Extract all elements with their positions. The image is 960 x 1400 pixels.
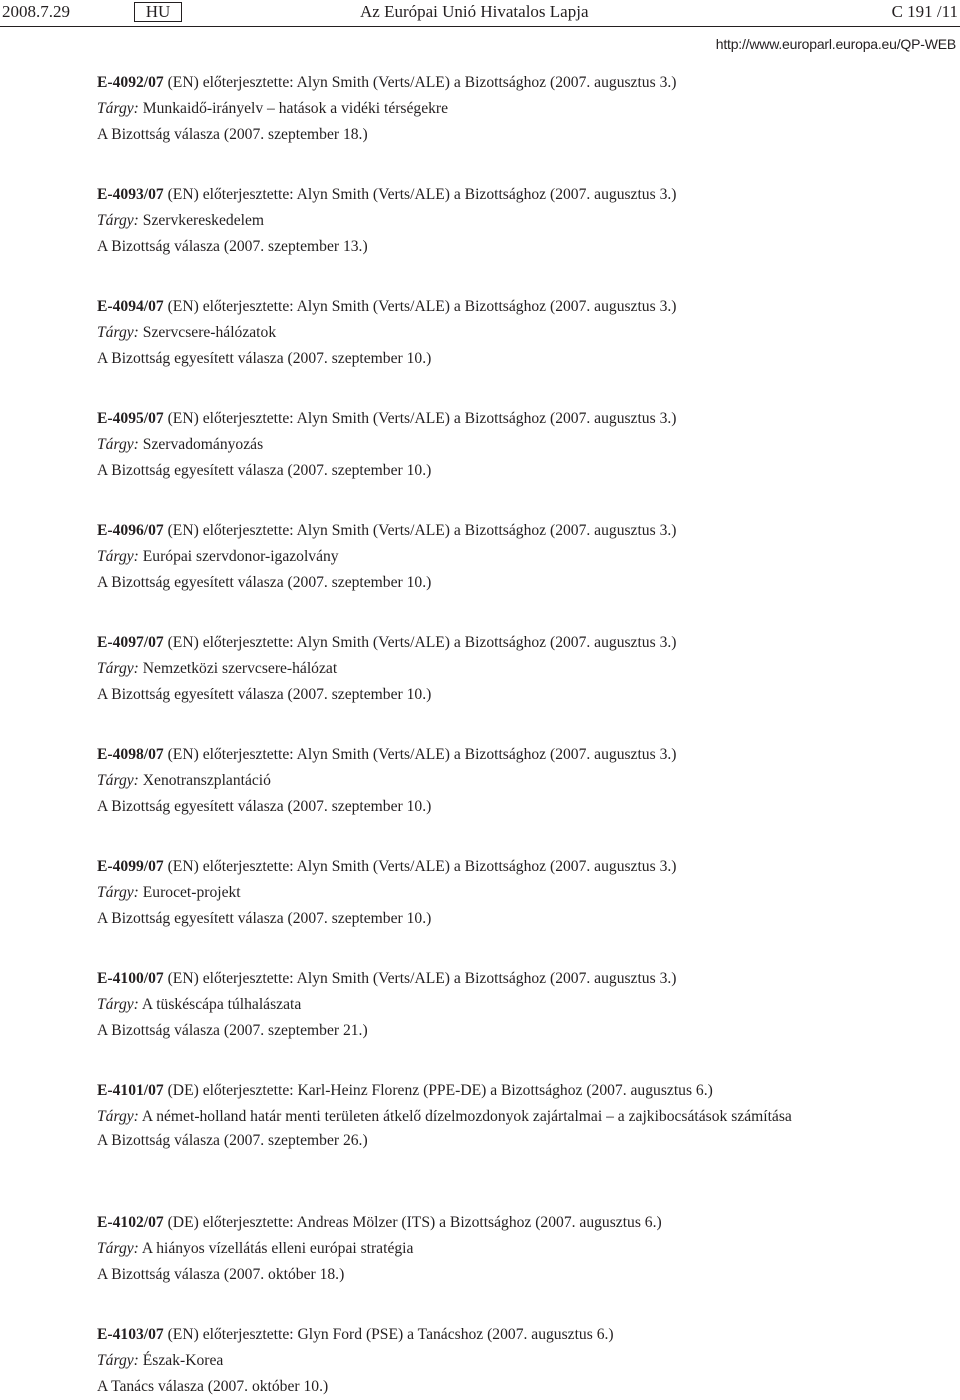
question-meta: (EN) előterjesztette: Alyn Smith (Verts/ALE) a Bizottsághoz (2007. augusztus 3.) xyxy=(163,746,677,763)
question-subject xyxy=(97,1236,837,1262)
subject-text: Eurocet-projekt xyxy=(138,884,241,901)
answer-line: A Bizottság válasza (2007. október 18.) xyxy=(97,1266,345,1283)
question-entry xyxy=(97,854,837,932)
page-header xyxy=(0,0,960,28)
subject-label: Tárgy: xyxy=(97,100,139,117)
subject-text: A tüskéscápa túlhalászata xyxy=(138,996,302,1013)
subject-label: Tárgy: xyxy=(97,772,139,789)
journal-title: Az Európai Unió Hivatalos Lapja xyxy=(360,2,589,21)
subject-text: Szervkereskedelem xyxy=(138,212,264,229)
subject-text: Észak-Korea xyxy=(138,1352,224,1369)
question-number: E-4100/07 xyxy=(97,970,164,987)
source-url: http://www.europarl.europa.eu/QP-WEB xyxy=(715,36,956,52)
answer-line: A Bizottság egyesített válasza (2007. szeptember 10.) xyxy=(97,798,432,815)
header-rule xyxy=(0,26,960,27)
question-number: E-4099/07 xyxy=(97,858,164,875)
question-entry xyxy=(97,1078,837,1154)
question-entry xyxy=(97,630,837,708)
question-subject xyxy=(97,432,837,458)
publication-date: 2008.7.29 xyxy=(2,2,70,21)
question-heading xyxy=(97,966,837,992)
subject-label: Tárgy: xyxy=(97,324,139,341)
question-entry xyxy=(97,518,837,596)
question-number: E-4094/07 xyxy=(97,298,164,315)
subject-label: Tárgy: xyxy=(97,1108,139,1125)
question-subject xyxy=(97,992,837,1018)
question-heading xyxy=(97,1078,837,1104)
answer-line: A Bizottság egyesített válasza (2007. szeptember 10.) xyxy=(97,574,432,591)
question-heading xyxy=(97,294,837,320)
question-number: E-4092/07 xyxy=(97,74,164,91)
question-meta: (EN) előterjesztette: Alyn Smith (Verts/ALE) a Bizottsághoz (2007. augusztus 3.) xyxy=(163,186,677,203)
question-meta: (EN) előterjesztette: Alyn Smith (Verts/ALE) a Bizottsághoz (2007. augusztus 3.) xyxy=(163,970,677,987)
question-entry xyxy=(97,182,837,260)
subject-text: Nemzetközi szervcsere-hálózat xyxy=(138,660,338,677)
answer-line: A Bizottság válasza (2007. szeptember 26.) xyxy=(97,1132,368,1149)
subject-label: Tárgy: xyxy=(97,1352,139,1369)
subject-label: Tárgy: xyxy=(97,548,139,565)
question-entry xyxy=(97,406,837,484)
question-subject xyxy=(97,1104,837,1128)
question-number: E-4097/07 xyxy=(97,634,164,651)
question-number: E-4098/07 xyxy=(97,746,164,763)
subject-text: Munkaidő-irányelv – hatások a vidéki térségekre xyxy=(138,100,449,117)
answer-line: A Tanács válasza (2007. október 10.) xyxy=(97,1378,329,1395)
answer-line: A Bizottság egyesített válasza (2007. szeptember 10.) xyxy=(97,686,432,703)
question-subject xyxy=(97,656,837,682)
answer-line: A Bizottság egyesített válasza (2007. szeptember 10.) xyxy=(97,910,432,927)
question-heading xyxy=(97,70,837,96)
question-meta: (DE) előterjesztette: Karl-Heinz Florenz (PPE-DE) a Bizottsághoz (2007. augusztus 6.) xyxy=(163,1082,713,1099)
subject-label: Tárgy: xyxy=(97,660,139,677)
question-meta: (EN) előterjesztette: Alyn Smith (Verts/ALE) a Bizottsághoz (2007. augusztus 3.) xyxy=(163,634,677,651)
question-number: E-4102/07 xyxy=(97,1214,164,1231)
question-number: E-4096/07 xyxy=(97,522,164,539)
page-reference: C 191 /11 xyxy=(891,2,958,21)
answer-line: A Bizottság egyesített válasza (2007. szeptember 10.) xyxy=(97,462,432,479)
question-subject xyxy=(97,208,837,234)
subject-text: A hiányos vízellátás elleni európai stratégia xyxy=(138,1240,414,1257)
subject-label: Tárgy: xyxy=(97,884,139,901)
question-meta: (EN) előterjesztette: Alyn Smith (Verts/ALE) a Bizottsághoz (2007. augusztus 3.) xyxy=(163,858,677,875)
question-meta: (EN) előterjesztette: Alyn Smith (Verts/ALE) a Bizottsághoz (2007. augusztus 3.) xyxy=(163,410,677,427)
question-heading xyxy=(97,1210,837,1236)
question-heading xyxy=(97,1322,837,1348)
question-entry xyxy=(97,294,837,372)
subject-text: A német-holland határ menti területen átkelő dízelmozdonyok zajártalmai – a zajkibocsátások számítása xyxy=(138,1108,792,1125)
question-number: E-4101/07 xyxy=(97,1082,164,1099)
question-subject xyxy=(97,96,837,122)
question-subject xyxy=(97,768,837,794)
question-meta: (EN) előterjesztette: Alyn Smith (Verts/ALE) a Bizottsághoz (2007. augusztus 3.) xyxy=(163,74,677,91)
answer-line: A Bizottság válasza (2007. szeptember 18.) xyxy=(97,126,368,143)
question-subject xyxy=(97,880,837,906)
subject-text: Szervcsere-hálózatok xyxy=(138,324,277,341)
subject-label: Tárgy: xyxy=(97,996,139,1013)
question-heading xyxy=(97,742,837,768)
question-meta: (DE) előterjesztette: Andreas Mölzer (ITS) a Bizottsághoz (2007. augusztus 6.) xyxy=(163,1214,662,1231)
subject-label: Tárgy: xyxy=(97,212,139,229)
question-entry xyxy=(97,1210,837,1288)
question-meta: (EN) előterjesztette: Glyn Ford (PSE) a Tanácshoz (2007. augusztus 6.) xyxy=(163,1326,614,1343)
question-number: E-4093/07 xyxy=(97,186,164,203)
language-badge: HU xyxy=(134,2,182,22)
answer-line: A Bizottság válasza (2007. szeptember 21.) xyxy=(97,1022,368,1039)
question-subject xyxy=(97,544,837,570)
question-heading xyxy=(97,406,837,432)
question-number: E-4103/07 xyxy=(97,1326,164,1343)
answer-line: A Bizottság egyesített válasza (2007. szeptember 10.) xyxy=(97,350,432,367)
subject-label: Tárgy: xyxy=(97,436,139,453)
question-heading xyxy=(97,518,837,544)
subject-text: Xenotranszplantáció xyxy=(138,772,271,789)
question-entry xyxy=(97,966,837,1044)
question-subject xyxy=(97,320,837,346)
question-number: E-4095/07 xyxy=(97,410,164,427)
subject-text: Európai szervdonor-igazolvány xyxy=(138,548,339,565)
question-heading xyxy=(97,630,837,656)
question-heading xyxy=(97,854,837,880)
subject-text: Szervadományozás xyxy=(138,436,264,453)
question-meta: (EN) előterjesztette: Alyn Smith (Verts/ALE) a Bizottsághoz (2007. augusztus 3.) xyxy=(163,522,677,539)
question-entry xyxy=(97,1322,837,1400)
subject-label: Tárgy: xyxy=(97,1240,139,1257)
answer-line: A Bizottság válasza (2007. szeptember 13.) xyxy=(97,238,368,255)
question-subject xyxy=(97,1348,837,1374)
question-entry xyxy=(97,742,837,820)
question-entry xyxy=(97,70,837,148)
question-meta: (EN) előterjesztette: Alyn Smith (Verts/ALE) a Bizottsághoz (2007. augusztus 3.) xyxy=(163,298,677,315)
question-heading xyxy=(97,182,837,208)
